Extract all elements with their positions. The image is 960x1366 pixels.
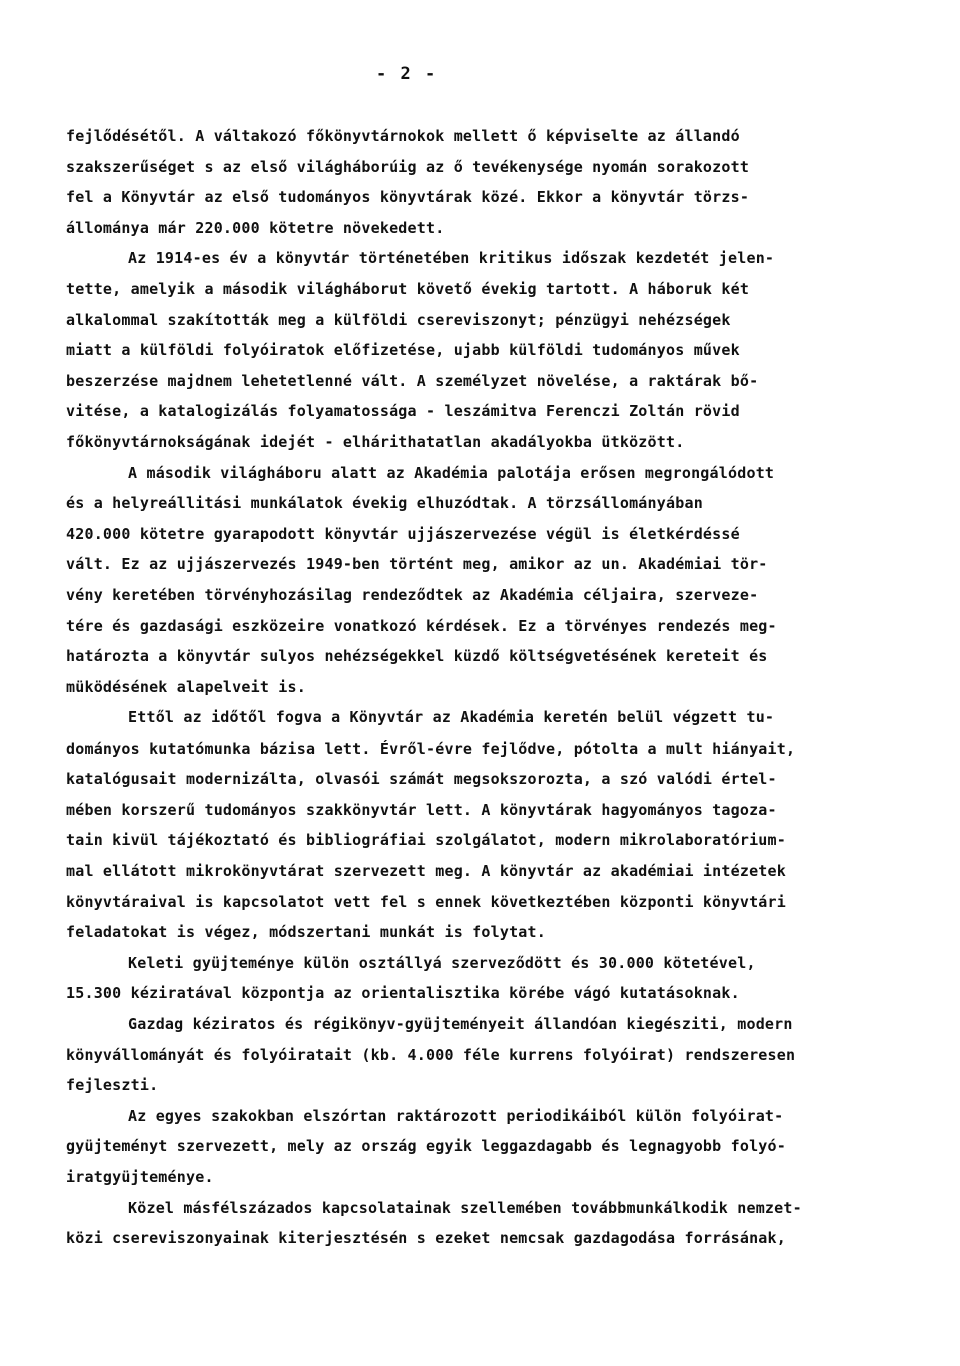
text-line: vált. Ez az ujjászervezés 1949-ben történt meg, amikor az un. Akadémiai tör- (66, 555, 768, 574)
page-number: - 2 - (376, 64, 438, 84)
text-line: könyvtáraival is kapcsolatot vett fel s ennek következtében központi könyvtári (66, 892, 786, 911)
text-line: Ettől az időtől fogva a Könyvtár az Akadémia keretén belül végzett tu- (128, 708, 775, 727)
text-line: közi csereviszonyainak kiterjesztésén s ezeket nemcsak gazdagodása forrásának, (66, 1229, 786, 1248)
text-line: 420.000 kötetre gyarapodott könyvtár ujjászervezése végül is életkérdéssé (66, 524, 740, 543)
text-line: dományos kutatómunka bázisa lett. Évről-évre fejlődve, pótolta a mult hiányait, (66, 739, 796, 758)
text-line: mal ellátott mikrokönyvtárat szervezett meg. A könyvtár az akadémiai intézetek (66, 862, 786, 881)
text-line: szakszerűséget s az első világháborúig az ő tevékenysége nyomán sorakozott (66, 157, 750, 176)
text-line: iratgyüjteménye. (66, 1167, 214, 1186)
text-line: fejlődésétől. A váltakozó főkönyvtárnokok mellett ő képviselte az állandó (66, 127, 740, 145)
text-line: határozta a könyvtár sulyos nehézségekkel küzdő költségvetésének kereteit és (66, 647, 768, 666)
text-line: alkalommal szakították meg a külföldi csereviszonyt; pénzügyi nehézségek (66, 310, 731, 329)
text-line: beszerzése majdnem lehetetlenné vált. A személyzet növelése, a raktárak bő- (66, 371, 759, 390)
text-line: müködésének alapelveit is. (66, 677, 306, 696)
body-text (66, 121, 906, 1254)
text-line: fejleszti. (66, 1076, 159, 1095)
text-line: főkönyvtárnokságának idejét - elhárithatatlan akadályokba ütközött. (66, 432, 685, 451)
text-line: katalógusait modernizálta, olvasói számát megsokszorozta, a szó valódi értel- (66, 770, 777, 789)
text-line: Gazdag kéziratos és régikönyv-gyüjteményeit állandóan kiegésziti, modern (128, 1015, 793, 1034)
text-line: 15.300 kéziratával központja az orientalisztika körébe vágó kutatásoknak. (66, 984, 740, 1003)
text-line: Az 1914-es év a könyvtár történetében kritikus időszak kezdetét jelen- (128, 249, 775, 268)
text-line: tain kivül tájékoztató és bibliográfiai szolgálatot, modern mikrolaboratórium- (66, 831, 786, 850)
text-line: fel a Könyvtár az első tudományos könyvtárak közé. Ekkor a könyvtár törzs- (66, 188, 750, 207)
text-line: Közel másfélszázados kapcsolatainak szellemében továbbmunkálkodik nemzet- (128, 1198, 802, 1217)
text-line: könyvállományát és folyóiratait (kb. 4.000 féle kurrens folyóirat) rendszeresen (66, 1045, 796, 1064)
text-line: A második világháboru alatt az Akadémia palotája erősen megrongálódott (128, 463, 775, 482)
text-line: állománya már 220.000 kötetre növekedett. (66, 218, 445, 237)
text-line: vitése, a katalogizálás folyamatossága - leszámitva Ferenczi Zoltán rövid (66, 402, 740, 421)
text-line: Keleti gyüjteménye külön osztállyá szerveződött és 30.000 kötetével, (128, 953, 756, 972)
text-line: feladatokat is végez, módszertani munkát is folytat. (66, 923, 546, 942)
text-line: Az egyes szakokban elszórtan raktározott periodikáiból külön folyóirat- (128, 1106, 784, 1125)
text-line: és a helyreállitási munkálatok évekig elhuzódtak. A törzsállományában (66, 494, 703, 513)
text-line: vény keretében törvényhozásilag rendeződtek az Akadémia céljaira, szervezе- (66, 585, 759, 604)
text-line: tére és gazdasági eszközeire vonatkozó kérdések. Ez a törvényes rendezés meg- (66, 616, 777, 635)
text-line: miatt a külföldi folyóiratok előfizetése, ujabb külföldi tudományos művek (66, 341, 740, 360)
text-line: tette, amelyik a második világháborut követő évekig tartott. A háboruk két (66, 279, 750, 298)
text-line: gyüjteményt szervezett, mely az ország egyik leggazdagabb és legnagyobb folyó- (66, 1137, 786, 1156)
text-line: mében korszerű tudományos szakkönyvtár lett. A könyvtárak hagyományos tagoza- (66, 800, 777, 819)
